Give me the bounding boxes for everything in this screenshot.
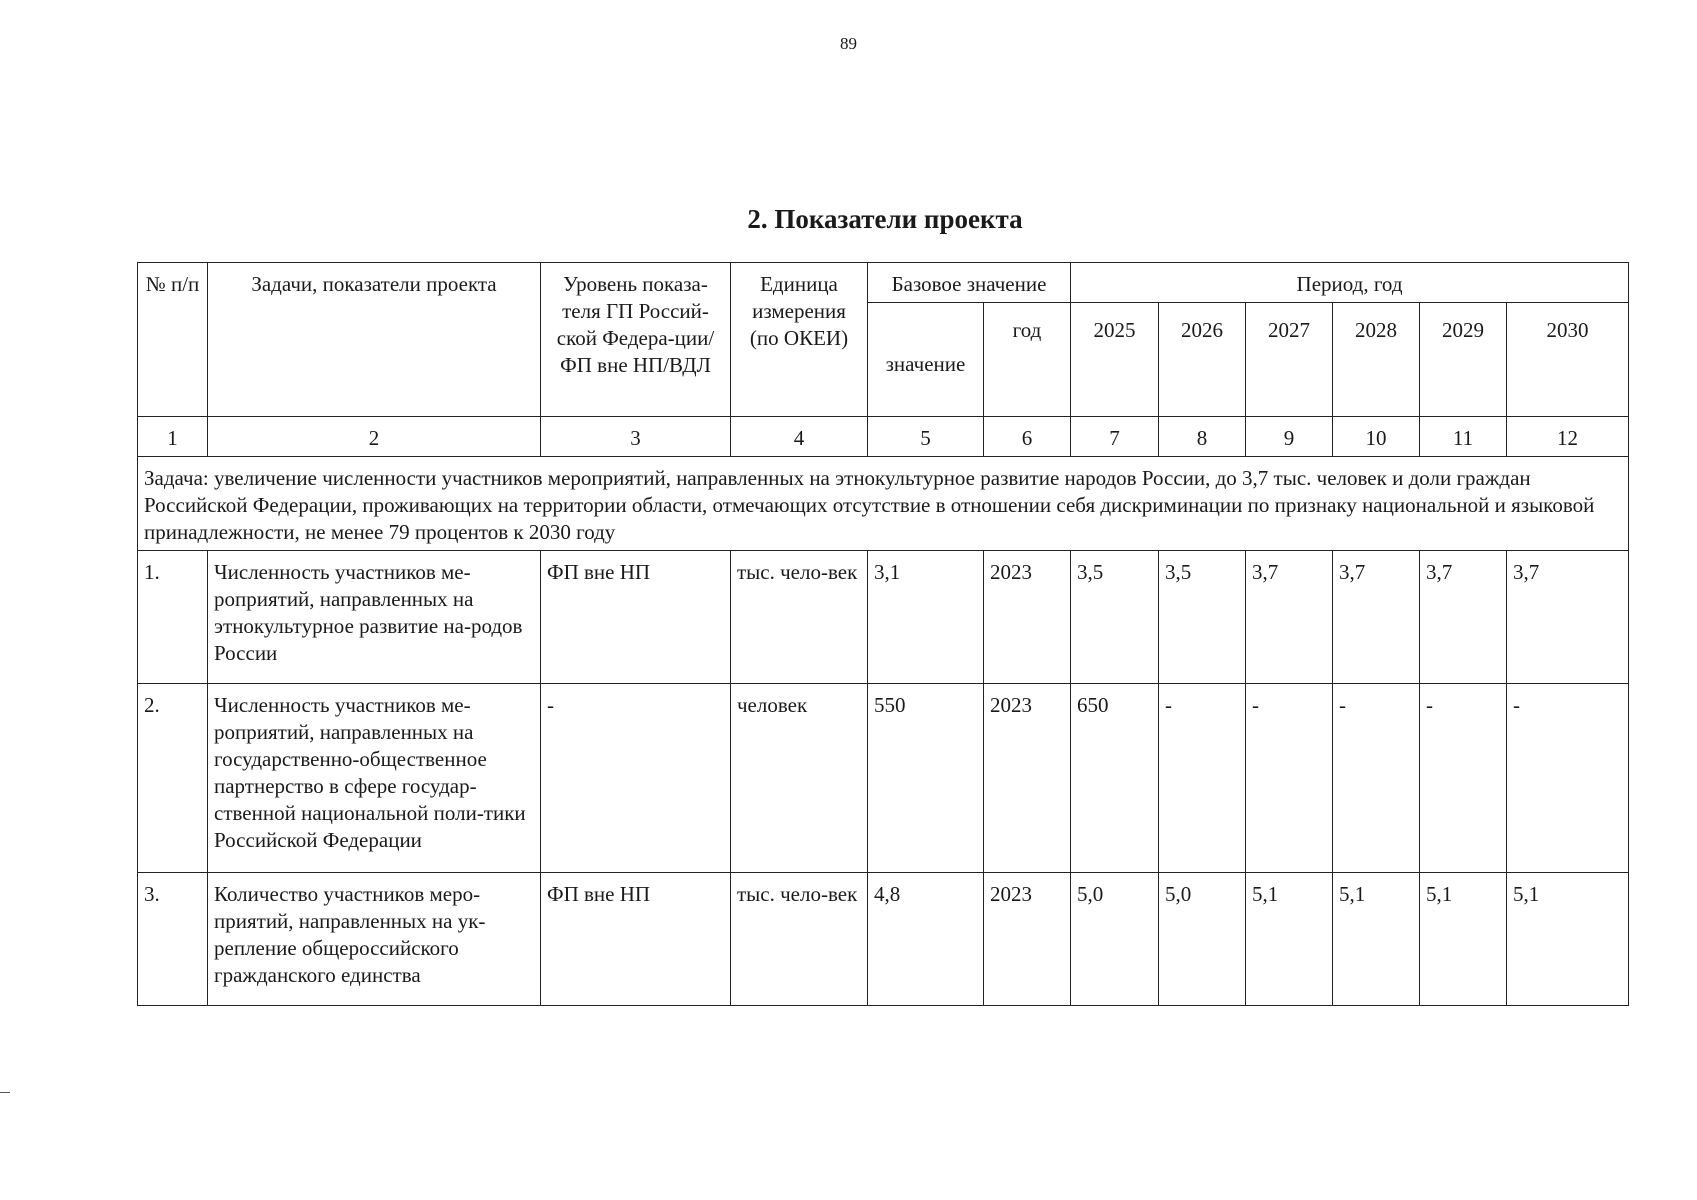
- column-number: 1: [138, 417, 208, 457]
- row-num: 3.: [138, 873, 208, 1006]
- column-number: 5: [868, 417, 984, 457]
- row-value: 3,5: [1071, 551, 1159, 684]
- column-number: 8: [1159, 417, 1246, 457]
- header-year: 2029: [1420, 303, 1507, 417]
- row-unit: тыс. чело-век: [731, 551, 868, 684]
- header-period: Период, год: [1071, 263, 1629, 303]
- column-number: 3: [541, 417, 731, 457]
- header-level: Уровень показа-теля ГП Россий-ской Федера-ции/ФП вне НП/ВДЛ: [541, 263, 731, 417]
- indicators-table: [137, 262, 1629, 1006]
- row-value: -: [1333, 684, 1420, 873]
- column-number: 10: [1333, 417, 1420, 457]
- row-value: 3,7: [1246, 551, 1333, 684]
- row-value: 5,1: [1246, 873, 1333, 1006]
- row-value: -: [1246, 684, 1333, 873]
- header-year: 2030: [1507, 303, 1629, 417]
- column-number: 11: [1420, 417, 1507, 457]
- row-num: 1.: [138, 551, 208, 684]
- header-base-value-year: год: [984, 303, 1071, 417]
- row-value: -: [1159, 684, 1246, 873]
- header-tasks: Задачи, показатели проекта: [208, 263, 541, 417]
- header-year: 2028: [1333, 303, 1420, 417]
- row-value: 3,7: [1420, 551, 1507, 684]
- table-row: [138, 551, 1629, 684]
- header-unit: Единица измерения (по ОКЕИ): [731, 263, 868, 417]
- row-base-year: 2023: [984, 873, 1071, 1006]
- row-indicator-name: Численность участников ме-роприятий, направленных на государственно-общественное партнерство в сфере государ-ственной национальной поли-тики Российской Федерации: [208, 684, 541, 873]
- row-value: -: [1507, 684, 1629, 873]
- row-value: 650: [1071, 684, 1159, 873]
- header-year: 2026: [1159, 303, 1246, 417]
- column-number: 6: [984, 417, 1071, 457]
- row-value: 3,7: [1507, 551, 1629, 684]
- row-value: 5,1: [1420, 873, 1507, 1006]
- header-base-value: Базовое значение: [868, 263, 1071, 303]
- row-level: ФП вне НП: [541, 551, 731, 684]
- column-number: 2: [208, 417, 541, 457]
- column-numbers-row: [138, 417, 1629, 457]
- row-value: 5,1: [1507, 873, 1629, 1006]
- row-unit: тыс. чело-век: [731, 873, 868, 1006]
- column-number: 4: [731, 417, 868, 457]
- header-num: № п/п: [138, 263, 208, 417]
- row-base-value: 550: [868, 684, 984, 873]
- row-base-year: 2023: [984, 684, 1071, 873]
- row-level: ФП вне НП: [541, 873, 731, 1006]
- header-year: 2027: [1246, 303, 1333, 417]
- table-row: [138, 873, 1629, 1006]
- row-value: 3,7: [1333, 551, 1420, 684]
- task-row: [138, 457, 1629, 551]
- column-number: 12: [1507, 417, 1629, 457]
- row-value: -: [1420, 684, 1507, 873]
- header-year: 2025: [1071, 303, 1159, 417]
- row-value: 5,1: [1333, 873, 1420, 1006]
- column-number: 9: [1246, 417, 1333, 457]
- row-num: 2.: [138, 684, 208, 873]
- column-number: 7: [1071, 417, 1159, 457]
- task-description: Задача: увеличение численности участников мероприятий, направленных на этнокультурное развитие народов России, до 3,7 тыс. человек и доли граждан Российской Федерации, проживающих на территории области, отмечающих отсутствие в отношении себя дискриминации по признаку национальной и языковой принадлежности, не менее 79 процентов к 2030 году: [138, 457, 1629, 551]
- table-row: [138, 684, 1629, 873]
- page-number: 89: [840, 34, 857, 53]
- section-title: 2. Показатели проекта: [747, 204, 1023, 234]
- row-indicator-name: Численность участников ме-роприятий, направленных на этнокультурное развитие на-родов России: [208, 551, 541, 684]
- row-base-value: 3,1: [868, 551, 984, 684]
- row-value: 3,5: [1159, 551, 1246, 684]
- row-base-year: 2023: [984, 551, 1071, 684]
- row-unit: человек: [731, 684, 868, 873]
- row-value: 5,0: [1071, 873, 1159, 1006]
- scan-margin-mark: [0, 1092, 10, 1093]
- header-row-1: [138, 263, 1629, 303]
- row-level: -: [541, 684, 731, 873]
- row-base-value: 4,8: [868, 873, 984, 1006]
- header-base-value-value: значение: [868, 303, 984, 417]
- row-value: 5,0: [1159, 873, 1246, 1006]
- row-indicator-name: Количество участников меро-приятий, направленных на ук-репление общероссийского гражданского единства: [208, 873, 541, 1006]
